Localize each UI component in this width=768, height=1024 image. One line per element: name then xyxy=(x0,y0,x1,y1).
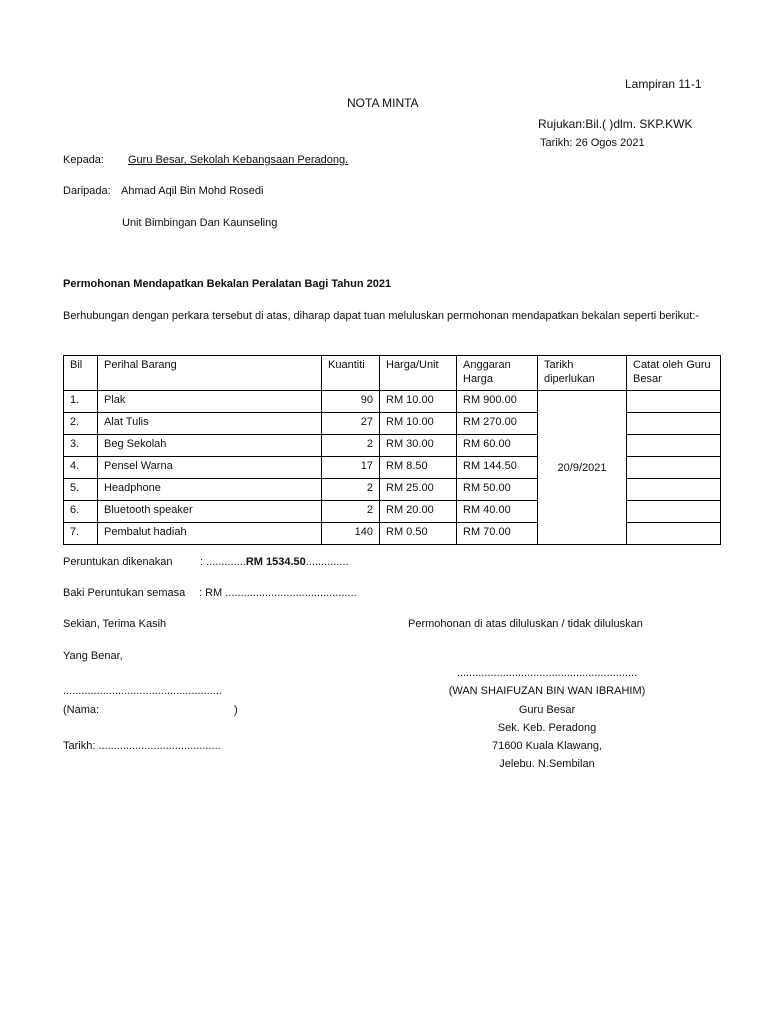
table-header-row xyxy=(64,356,721,391)
from-sender: Ahmad Aqil Bin Mohd Rosedi xyxy=(121,185,264,197)
document-title: NOTA MINTA xyxy=(347,96,419,110)
header-tarikh-diperlukan: Tarikh diperlukan xyxy=(538,356,627,391)
allocation-amount: RM 1534.50 xyxy=(245,556,306,568)
row-number: 4. xyxy=(64,457,98,479)
row-estimate: RM 60.00 xyxy=(457,435,538,457)
closing-thanks: Sekian, Terima Kasih xyxy=(63,618,167,630)
headmaster-note-cell xyxy=(627,413,721,435)
attachment-label: Lampiran 11-1 xyxy=(625,77,702,91)
applicant-name-close: ) xyxy=(234,704,238,716)
header-anggaran-harga: Anggaran Harga xyxy=(457,356,538,391)
row-estimate: RM 40.00 xyxy=(457,501,538,523)
header-kuantiti: Kuantiti xyxy=(322,356,380,391)
applicant-signature-line: .................................................... xyxy=(63,685,222,697)
school-address-line1: 71600 Kuala Klawang, xyxy=(491,740,603,752)
body-paragraph: Berhubungan dengan perkara tersebut di atas, diharap dapat tuan meluluskan permohonan mendapatkan bekalan seperti berikut:- xyxy=(63,310,699,322)
headmaster-note-cell xyxy=(627,501,721,523)
row-item: Alat Tulis xyxy=(98,413,322,435)
row-unit-price: RM 0.50 xyxy=(380,523,457,545)
to-recipient: Guru Besar, Sekolah Kebangsaan Peradong. xyxy=(128,154,349,166)
row-quantity: 2 xyxy=(322,435,380,457)
from-unit: Unit Bimbingan Dan Kaunseling xyxy=(122,217,278,229)
row-quantity: 2 xyxy=(322,501,380,523)
row-number: 3. xyxy=(64,435,98,457)
headmaster-signature-line: ........................................................... xyxy=(456,667,638,679)
row-unit-price: RM 8.50 xyxy=(380,457,457,479)
headmaster-name: (WAN SHAIFUZAN BIN WAN IBRAHIM) xyxy=(448,685,646,697)
row-number: 6. xyxy=(64,501,98,523)
row-item: Pembalut hadiah xyxy=(98,523,322,545)
school-name: Sek. Keb. Peradong xyxy=(497,722,597,734)
allocation-label: Peruntukan dikenakan xyxy=(63,556,173,568)
row-unit-price: RM 20.00 xyxy=(380,501,457,523)
document-date: Tarikh: 26 Ogos 2021 xyxy=(540,137,645,149)
row-quantity: 2 xyxy=(322,479,380,501)
row-quantity: 140 xyxy=(322,523,380,545)
row-quantity: 90 xyxy=(322,391,380,413)
row-item: Headphone xyxy=(98,479,322,501)
closing-sincerely: Yang Benar, xyxy=(63,650,123,662)
table-row xyxy=(64,391,721,413)
school-address-line2: Jelebu. N.Sembilan xyxy=(499,758,595,770)
headmaster-note-cell xyxy=(627,435,721,457)
header-harga-unit: Harga/Unit xyxy=(380,356,457,391)
row-number: 7. xyxy=(64,523,98,545)
applicant-date: Tarikh: ........................................ xyxy=(63,740,221,752)
to-label: Kepada: xyxy=(63,154,104,166)
applicant-name-label: (Nama: xyxy=(63,704,100,716)
headmaster-note-cell xyxy=(627,457,721,479)
header-perihal-barang: Perihal Barang xyxy=(98,356,322,391)
headmaster-note-cell xyxy=(627,391,721,413)
header-bil: Bil xyxy=(64,356,98,391)
row-item: Plak xyxy=(98,391,322,413)
row-unit-price: RM 30.00 xyxy=(380,435,457,457)
balance-value: : RM ........................................... xyxy=(199,587,357,599)
row-item: Beg Sekolah xyxy=(98,435,322,457)
headmaster-title: Guru Besar xyxy=(518,704,576,716)
row-estimate: RM 900.00 xyxy=(457,391,538,413)
row-number: 2. xyxy=(64,413,98,435)
reference-number: Rujukan:Bil.( )dlm. SKP.KWK xyxy=(538,117,693,131)
row-number: 5. xyxy=(64,479,98,501)
headmaster-note-cell xyxy=(627,523,721,545)
row-unit-price: RM 10.00 xyxy=(380,391,457,413)
row-estimate: RM 50.00 xyxy=(457,479,538,501)
items-table xyxy=(63,355,721,545)
row-estimate: RM 70.00 xyxy=(457,523,538,545)
row-quantity: 17 xyxy=(322,457,380,479)
allocation-line xyxy=(200,556,349,568)
headmaster-note-cell xyxy=(627,479,721,501)
row-quantity: 27 xyxy=(322,413,380,435)
subject-heading: Permohonan Mendapatkan Bekalan Peralatan Bagi Tahun 2021 xyxy=(63,278,392,290)
row-number: 1. xyxy=(64,391,98,413)
row-item: Pensel Warna xyxy=(98,457,322,479)
row-estimate: RM 144.50 xyxy=(457,457,538,479)
required-date-cell: 20/9/2021 xyxy=(538,391,627,545)
row-estimate: RM 270.00 xyxy=(457,413,538,435)
row-item: Bluetooth speaker xyxy=(98,501,322,523)
approval-statement: Permohonan di atas diluluskan / tidak diluluskan xyxy=(408,618,643,630)
header-catat-guru-besar: Catat oleh Guru Besar xyxy=(627,356,721,391)
allocation-suffix: .............. xyxy=(305,556,349,568)
row-unit-price: RM 25.00 xyxy=(380,479,457,501)
from-label: Daripada: xyxy=(63,185,111,197)
row-unit-price: RM 10.00 xyxy=(380,413,457,435)
allocation-prefix: : ............. xyxy=(200,556,246,568)
balance-label: Baki Peruntukan semasa xyxy=(63,587,186,599)
